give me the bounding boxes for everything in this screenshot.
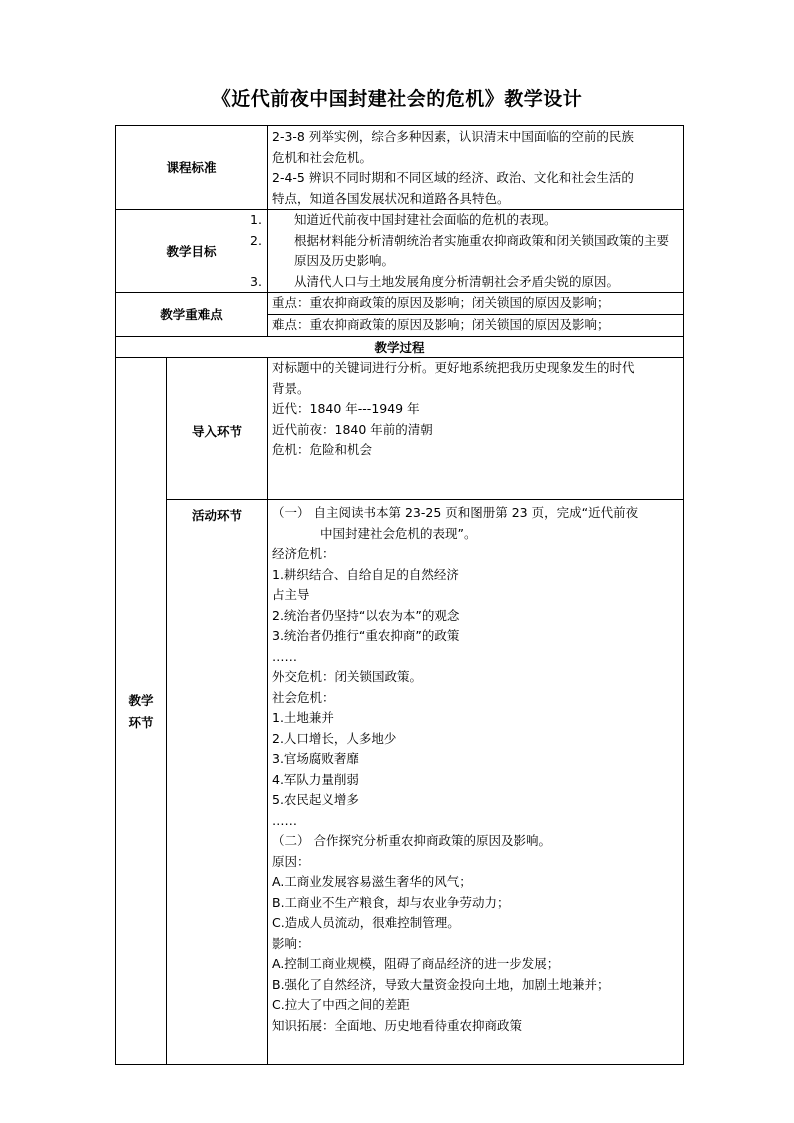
course-standard-line: 2-4-5 辨识不同时期和不同区域的经济、政治、文化和社会生活的 — [272, 170, 634, 185]
intro-line: 对标题中的关键词进行分析。更好地系统把我历史现象发生的时代 — [272, 360, 635, 375]
activity-line: C.拉大了中西之间的差距 — [272, 997, 410, 1012]
activity-line: 占主导 — [272, 587, 310, 602]
goal-item — [250, 231, 680, 272]
goal-number: 1. — [250, 212, 262, 227]
activity-line: …… — [272, 812, 297, 828]
activity-line: B.工商业不生产粮食，却与农业争劳动力； — [272, 894, 510, 910]
activity-line: 2.统治者仍坚持“以农为本”的观念 — [272, 607, 460, 623]
activity-line: 经济危机： — [272, 546, 335, 561]
course-standard-line: 特点，知道各国发展状况和道路各具特色。 — [272, 190, 510, 206]
intro-line: 近代前夜：1840 年前的清朝 — [272, 421, 433, 437]
activity-line: …… — [272, 648, 297, 664]
table-border-top — [115, 125, 684, 126]
activity-line: 原因： — [272, 853, 310, 869]
table-border-left — [115, 125, 116, 1065]
activity-line: 影响： — [272, 935, 310, 951]
activity-line: A.工商业发展容易滋生奢华的风气； — [272, 874, 472, 889]
row-divider — [115, 336, 684, 337]
activity-line: 4.军队力量削弱 — [272, 771, 359, 787]
activity-line: 1.土地兼并 — [272, 710, 334, 725]
activity-line: B.强化了自然经济，导致大量资金投向土地，加剧土地兼并； — [272, 976, 610, 992]
task-line: 中国封建社会危机的表现”。 — [320, 525, 477, 541]
document-title: 《近代前夜中国封建社会的危机》教学设计 — [211, 88, 583, 110]
teaching-section-label — [116, 690, 166, 734]
activity-line: 外交危机：闭关锁国政策。 — [272, 669, 423, 684]
table-border-bottom — [115, 1064, 684, 1065]
intro-line: 近代：1840 年---1949 年 — [272, 401, 420, 416]
goal-text: 知道近代前夜中国封建社会面临的危机的表现。 — [294, 212, 557, 227]
activity-line: 1.耕织结合、自给自足的自然经济 — [272, 566, 459, 582]
goal-item — [250, 210, 680, 231]
intro-line: 危机：危险和机会 — [272, 442, 373, 457]
goal-text: 根据材料能分析清朝统治者实施重农抑商政策和闭关锁国政策的主要原因及历史影响。 — [294, 232, 670, 268]
course-standard-label: 课程标准 — [166, 160, 217, 175]
activity-content — [272, 503, 682, 1036]
activity-line: 3.统治者仍推行“重农抑商”的政策 — [272, 628, 460, 643]
goal-item — [250, 272, 680, 293]
teaching-goals-label: 教学目标 — [166, 244, 217, 259]
section-label-line: 教学 — [128, 693, 154, 708]
goal-number: 3. — [250, 273, 262, 289]
table-border-right — [683, 125, 684, 1065]
activity-line: A.控制工商业规模，阻碍了商品经济的进一步发展； — [272, 956, 560, 971]
course-standard-line: 2-3-8 列举实例，综合多种因素，认识清末中国面临的空前的民族 — [272, 129, 634, 144]
column-divider — [267, 125, 268, 336]
teaching-process-header: 教学过程 — [374, 340, 425, 355]
key-points-label: 教学重难点 — [160, 307, 223, 322]
activity-label: 活动环节 — [191, 508, 242, 523]
goal-text: 从清代人口与土地发展角度分析清朝社会矛盾尖锐的原因。 — [294, 273, 620, 289]
task-line: （一） 自主阅读书本第 23-25 页和图册第 23 页，完成“近代前夜 — [272, 505, 639, 520]
column-divider — [166, 357, 167, 1065]
row-divider — [166, 499, 684, 500]
course-standard-content — [272, 127, 682, 209]
intro-content — [272, 358, 682, 461]
activity-line: 知识拓展：全面地、历史地看待重农抑商政策 — [272, 1017, 523, 1033]
key-points-difficulty: 难点：重农抑商政策的原因及影响；闭关锁国的原因及影响； — [272, 317, 610, 332]
teaching-goals-content — [250, 210, 680, 292]
section-label-line: 环节 — [128, 715, 154, 730]
column-divider — [267, 357, 268, 1065]
goal-number: 2. — [250, 232, 262, 248]
intro-label: 导入环节 — [191, 424, 242, 439]
activity-line: （二） 合作探究分析重农抑商政策的原因及影响。 — [272, 833, 551, 848]
intro-line: 背景。 — [272, 380, 310, 396]
activity-line: 2.人口增长，人多地少 — [272, 730, 397, 746]
key-points-focus: 重点：重农抑商政策的原因及影响；闭关锁国的原因及影响； — [272, 295, 610, 310]
activity-line: 社会危机： — [272, 689, 335, 705]
course-standard-line: 危机和社会危机。 — [272, 149, 373, 165]
activity-line: 3.官场腐败奢靡 — [272, 751, 359, 766]
activity-line: C.造成人员流动，很难控制管理。 — [272, 915, 460, 930]
activity-line: 5.农民起义增多 — [272, 792, 359, 807]
